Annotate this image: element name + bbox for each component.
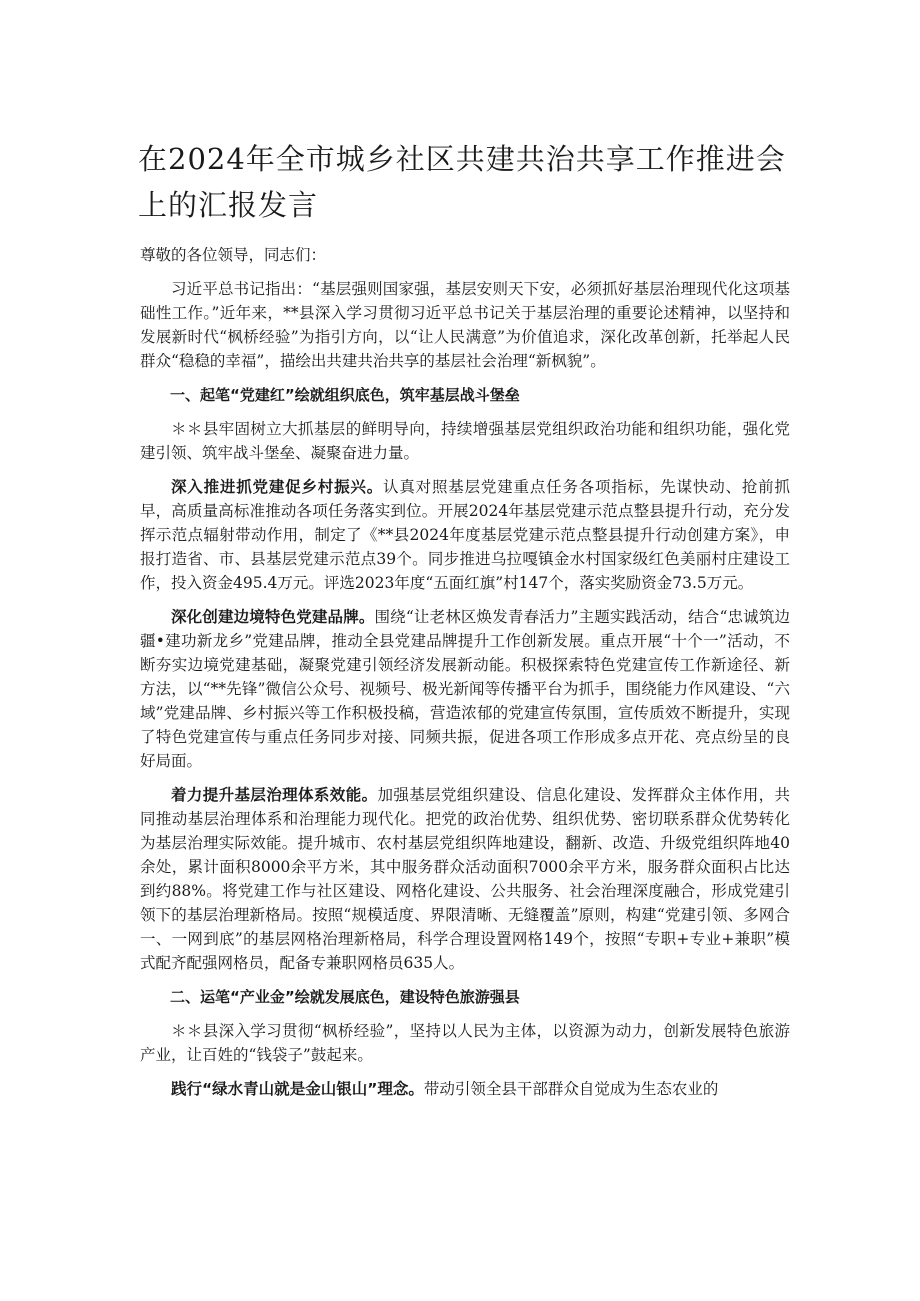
salutation: 尊敬的各位领导，同志们： bbox=[140, 246, 327, 264]
section-heading-1: 一、起笔“党建红”绘就组织底色，筑牢基层战斗堡垒 bbox=[170, 386, 520, 404]
section-1-intro: ＊＊县牢固树立大抓基层的鲜明导向，持续增强基层党组织政治功能和组织功能，强化党建引领、筑牢战斗堡垒、凝聚奋进力量。 bbox=[140, 420, 790, 462]
paragraph-lead: 着力提升基层治理体系效能。 bbox=[171, 786, 378, 804]
section-1-paragraph-1 bbox=[140, 475, 790, 595]
section-2-paragraph-1 bbox=[140, 1077, 790, 1101]
section-2-intro: ＊＊县深入学习贯彻“枫桥经验”，坚持以人民为主体，以资源为动力，创新发展特色旅游产业，让百姓的“钱袋子”鼓起来。 bbox=[140, 1022, 790, 1064]
paragraph-lead: 深入推进抓党建促乡村振兴。 bbox=[171, 478, 384, 496]
document-body bbox=[140, 243, 790, 1111]
paragraph-text: 认真对照基层党建重点任务各项指标，先谋快动、抢前抓早，高质量高标准推动各项任务落实到位。开展2024年基层党建示范点整县提升行动，充分发挥示范点辐射带动作用，制定了《**县2024年度基层党建示范点整县提升行动创建方案》，申报打造省、市、县基层党建示范点39个。同步推进乌拉嘎镇金水村国家级红色美丽村庄建设工作，投入资金495.4万元。评选2023年度“五面红旗”村147个，落实奖励资金73.5万元。 bbox=[140, 478, 790, 592]
paragraph-text: 带动引领全县干部群众自觉成为生态农业的 bbox=[423, 1080, 719, 1098]
paragraph-text: 围绕“让老林区焕发青春活力”主题实践活动，结合“忠诚筑边疆•建功新龙乡”党建品牌，推动全县党建品牌提升工作创新发展。重点开展“十个一”活动，不断夯实边境党建基础，凝聚党建引领经济发展新动能。积极探索特色党建宣传工作新途径、新方法，以“**先锋”微信公众号、视频号、极光新闻等传播平台为抓手，围绕能力作风建设、“六域”党建品牌、乡村振兴等工作积极投稿，营造浓郁的党建宣传氛围，宣传质效不断提升，实现了特色党建宣传与重点任务同步对接、同频共振，促进各项工作形成多点开花、亮点纷呈的良好局面。 bbox=[140, 608, 790, 770]
section-heading-2: 二、运笔“产业金”绘就发展底色，建设特色旅游强县 bbox=[170, 988, 520, 1006]
intro-paragraph: 习近平总书记指出：“基层强则国家强，基层安则天下安，必须抓好基层治理现代化这项基础性工作。”近年来，**县深入学习贯彻习近平总书记关于基层治理的重要论述精神，以坚持和发展新时代“枫桥经验”为指引方向，以“让人民满意”为价值追求，深化改革创新，托举起人民群众“稳稳的幸福”，描绘出共建共治共享的基层社会治理“新枫貌”。 bbox=[140, 280, 790, 370]
paragraph-lead: 践行“绿水青山就是金山银山”理念。 bbox=[171, 1080, 424, 1098]
section-1-paragraph-2 bbox=[140, 605, 790, 773]
document-title: 在2024年全市城乡社区共建共治共享工作推进会上的汇报发言 bbox=[138, 142, 786, 222]
paragraph-text: 加强基层党组织建设、信息化建设、发挥群众主体作用，共同推动基层治理体系和治理能力现代化。把党的政治优势、组织优势、密切联系群众优势转化为基层治理实际效能。提升城市、农村基层党组织阵地建设，翻新、改造、升级党组织阵地40余处，累计面积8000余平方米，其中服务群众活动面积7000余平方米，服务群众面积占比达到约88%。将党建工作与社区建设、网格化建设、公共服务、社会治理深度融合，形成党建引领下的基层治理新格局。按照“规模适度、界限清晰、无缝覆盖”原则，构建“党建引领、多网合一、一网到底”的基层网格治理新格局，科学合理设置网格149个，按照“专职+专业+兼职”模式配齐配强网格员，配备专兼职网格员635人。 bbox=[140, 786, 790, 972]
paragraph-lead: 深化创建边境特色党建品牌。 bbox=[171, 608, 375, 626]
section-1-paragraph-3 bbox=[140, 783, 790, 975]
